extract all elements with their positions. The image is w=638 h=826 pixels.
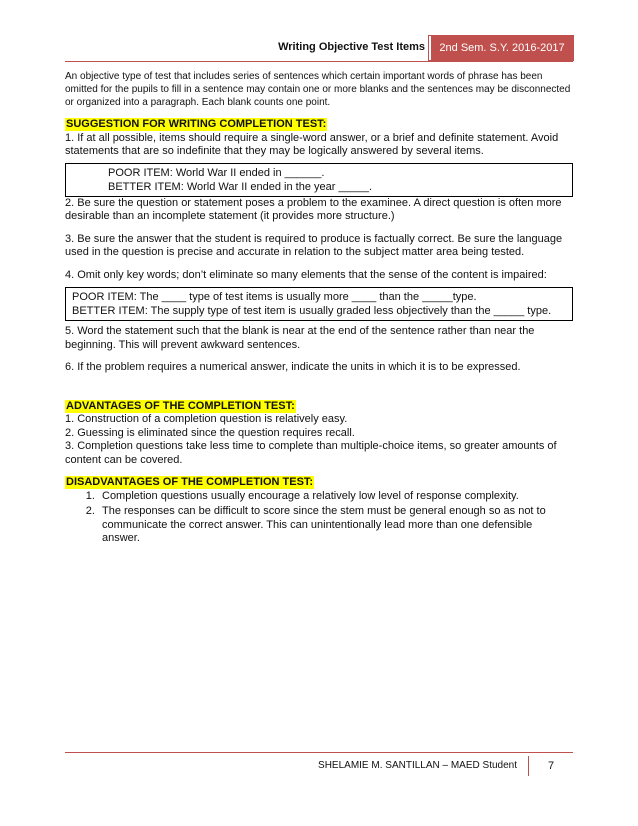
suggestion-item-5: 5. Word the statement such that the blank is near at the end of the sentence rather than near the beginning. This will prevent awkward sentences. bbox=[65, 325, 535, 351]
intro-paragraph: An objective type of test that includes series of sentences which certain important words of phrase has been omitted for the pupils to fill in a sentence may contain one or more blanks and the sentences may be disconnected or organized into a paragraph. Each blank counts one point. bbox=[65, 71, 571, 108]
example-box-2-poor: POOR ITEM: The ____ type of test items is usually more ____ than the _____type. bbox=[72, 291, 477, 303]
section-gap bbox=[65, 384, 573, 400]
disadvantages-item-2: 2. The responses can be difficult to score since the stem must be general enough so as not to communicate the correct answer. This can unintentionally lead more than one defensible answer. bbox=[98, 505, 573, 546]
header-semester-badge: 2nd Sem. S.Y. 2016-2017 bbox=[429, 36, 573, 60]
page-footer bbox=[65, 752, 573, 778]
suggestion-item-3: 3. Be sure the answer that the student is required to produce is factually correct. Be sure the language used in the question is precise and accurate in relation to the subject matter area being tested. bbox=[65, 232, 563, 258]
disadvantages-heading: DISADVANTAGES OF THE COMPLETION TEST: bbox=[66, 476, 314, 488]
example-box-2 bbox=[65, 287, 573, 321]
example-box-1 bbox=[65, 163, 573, 197]
advantages-item-2: 2. Guessing is eliminated since the question requires recall. bbox=[65, 426, 355, 439]
suggestion-item-6: 6. If the problem requires a numerical answer, indicate the units in which it is to be expressed. bbox=[65, 361, 521, 373]
advantages-item-1: 1. Construction of a completion question is relatively easy. bbox=[65, 413, 348, 425]
advantages-heading: ADVANTAGES OF THE COMPLETION TEST: bbox=[66, 399, 295, 412]
header-rule bbox=[65, 61, 573, 62]
page-number: 7 bbox=[547, 760, 555, 772]
example-box-1-poor: POOR ITEM: World War II ended in ______. bbox=[108, 166, 325, 179]
advantages-item-3: 3. Completion questions take less time to complete than multiple-choice items, so greater amounts of content can be covered. bbox=[65, 440, 557, 466]
footer-rule bbox=[65, 752, 573, 753]
page-header bbox=[65, 36, 573, 62]
header-title: Writing Objective Test Items bbox=[278, 41, 425, 53]
suggestion-item-4: 4. Omit only key words; don’t eliminate so many elements that the sense of the content is impaired: bbox=[65, 268, 547, 281]
footer-author: SHELAMIE M. SANTILLAN – MAED Student bbox=[318, 760, 517, 771]
disadvantages-list bbox=[65, 490, 573, 546]
suggestion-item-1: 1. If at all possible, items should require a single-word answer, or a brief and definite statement. Avoid statements that are so indefinite that they may be logically answered by several items. bbox=[65, 131, 559, 157]
example-box-1-better: BETTER ITEM: World War II ended in the year _____. bbox=[108, 180, 373, 193]
suggestion-item-2: 2. Be sure the question or statement poses a problem to the examinee. A direct question is often more desirable than an incomplete statement (it provides more structure.) bbox=[65, 196, 562, 222]
disadvantages-item-1: 1. Completion questions usually encourage a relatively low level of response complexity. bbox=[98, 490, 573, 504]
example-box-2-better: BETTER ITEM: The supply type of test item is usually graded less objectively than the _____ type. bbox=[72, 305, 552, 317]
suggestion-heading: SUGGESTION FOR WRITING COMPLETION TEST: bbox=[66, 118, 327, 130]
page-content bbox=[65, 70, 573, 548]
